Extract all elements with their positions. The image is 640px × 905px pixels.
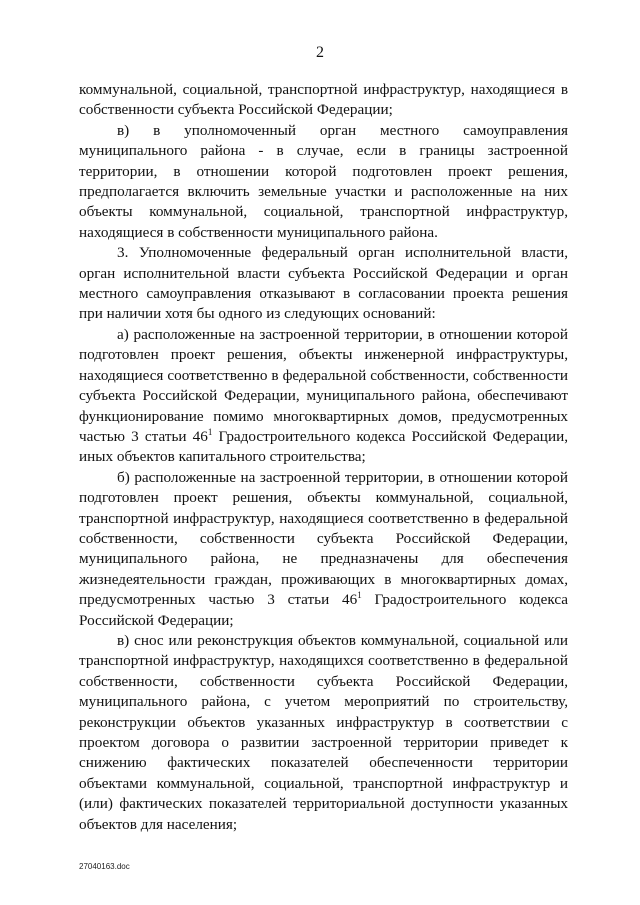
superscript-article-number: 1 [207,426,213,437]
paragraph-item-a-text: а) расположенные на застроенной территории, в отношении которой подготовлен проект решения, объекты инженерной инфраструктуры, находящиеся соответственно в федеральной собственности, собственности субъекта Российской Федерации, муниципального района, обеспечивают функционирование помимо многоквартирных домов, предусмотренных частью 3 статьи 46 [79,325,568,445]
paragraph-clause-3: 3. Уполномоченные федеральный орган исполнительной власти, орган исполнительной власти субъекта Российской Федерации и орган местного самоуправления отказывают в согласовании проекта решения при наличии хотя бы одного из следующих оснований: [79,244,568,323]
paragraph-item-a [79,325,568,468]
paragraph-item-b-text: б) расположенные на застроенной территории, в отношении которой подготовлен проект решения, объекты коммунальной, социальной, транспортной инфраструктур, находящиеся соответственно в федеральной собственности, собственности субъекта Российской Федерации, муниципального района, не предназначены для обеспечения жизнедеятельности граждан, проживающих в многоквартирных домах, предусмотренных частью 3 статьи 46 [79,468,568,609]
document-body [79,80,568,835]
paragraph-item-b [79,468,568,631]
paragraph-item-a-text-end: Градостроительного кодекса Российской Федерации, иных объектов капитального строительства; [79,427,568,466]
paragraph-item-b-text-end: Градостроительного кодекса Российской Федерации; [79,591,569,629]
paragraph-continuation: коммунальной, социальной, транспортной инфраструктур, находящиеся в собственности субъекта Российской Федерации; [79,81,568,119]
paragraph-item-v-demolition: в) снос или реконструкция объектов коммунальной, социальной или транспортной инфраструктур, находящихся соответственно в федеральной собственности, собственности субъекта Российской Федерации, муниципального района, с учетом мероприятий по строительству, реконструкции объектов указанных инфраструктур в соответствии с проектом договора о развитии застроенной территории приведет к снижению фактических показателей обеспеченности территории объектами коммунальной, социальной, транспортной инфраструктур и (или) фактических показателей территориальной доступности указанных объектов для населения; [79,631,568,833]
superscript-article-number: 1 [357,590,362,601]
paragraph-item-v-municipal: в) в уполномоченный орган местного самоуправления муниципального района - в случае, если в границы застроенной территории, в отношении которой подготовлен проект решения, предполагается включить земельные участки и расположенные на них объекты коммунальной, социальной, транспортной инфраструктур, находящиеся в собственности муниципального района. [79,121,568,241]
footer-filename: 27040163.doc [79,862,130,871]
page-number: 2 [316,44,324,61]
